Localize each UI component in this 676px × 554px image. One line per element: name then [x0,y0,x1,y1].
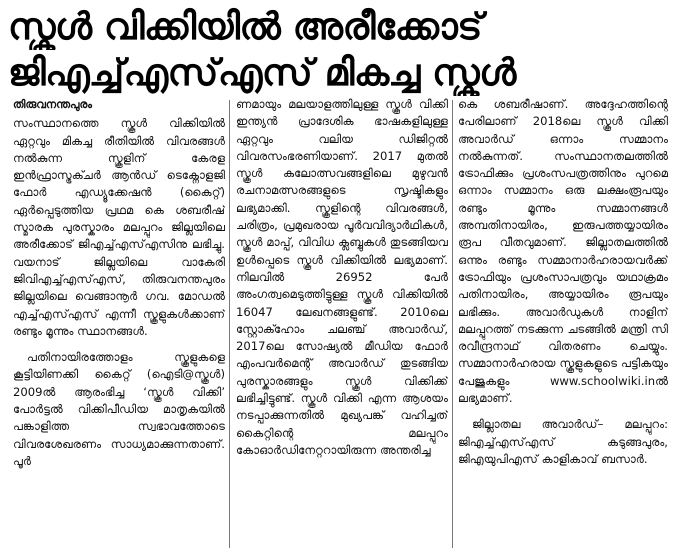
column-divider-1 [229,100,230,548]
column-3-paragraph-2: ജില്ലാതല അവാർഡ്– മലപ്പുറം: ജിഎച്ച്എസ്എസ് കടുങ്ങപുരം, ജിഎയുപിഎസ് കാളികാവ് ബസാർ. [458,417,668,466]
column-3-paragraph-1: കെ ശബരീഷാണ്. അദ്ദേഹത്തിന്റെ പേരിലാണ് 2018ലെ സ്കൂൾ വിക്കി അവാർഡ് ഒന്നാം സമ്മാനം നൽകുന്നത്. സംസ്ഥാനതലത്തിൽ ട്രോഫിക്കും പ്രശംസപത്രത്തിനും പുറമെ ഒന്നാം സമ്മാനം ഒരു ലക്ഷംരൂപയും രണ്ടും മൂന്നും സമ്മാനങ്ങൾ അമ്പതിനായിരം, ഇരുപത്തയ്യായിരം രൂപ വീതവുമാണ്. ജില്ലാതലത്തിൽ ഒന്നും രണ്ടും സമ്മാനാർഹരായവർക്ക് ട്രോഫിയും പ്രശംസാപത്രവും യഥാക്രമം പതിനായിരം, അയ്യായിരം രൂപയും ലഭിക്കും. അവാർഡുകൾ നാളിന് മലപ്പുറത്ത് നടക്കുന്ന ചടങ്ങിൽ മന്ത്രി സി രവീന്ദ്രനാഥ് വിതരണം ചെയ്യും. സമ്മാനാർഹരായ സ്കൂളുകളുടെ പട്ടികയും പേജുകളും www.schoolwiki.inൽ ലഭ്യമാണ്. [458,97,668,406]
column-divider-2 [452,100,453,548]
column-2-paragraph-1: ണമായും മലയാളത്തിലുള്ള സ്കൂൾ വിക്കി ഇന്ത്യൻ പ്രാദേശിക ഭാഷകളിലുള്ള ഏറ്റവും വലിയ ഡിജിറ്റൽ വിവരസംഭരണിയാണ്. 2017 മുതൽ സ്കൂൾ കലോത്സവങ്ങളിലെ മുഴുവൻ രചനാമത്സരങ്ങളുടെ സൃഷ്ടികളും ലഭ്യമാക്കി. സ്കൂളിന്റെ വിവരങ്ങൾ, ചരിത്രം, പ്രമുഖരായ പൂർവവിദ്യാർഥികൾ, സ്കൂൾ മാപ്പ്, വിവിധ ക്ലബ്ബുകൾ തുടങ്ങിയവ ഉൾപ്പെടെ സ്കൂൾ വിക്കിയിൽ ലഭ്യമാണ്. നിലവിൽ 26952 പേർ അംഗത്വമെടുത്തിട്ടുള്ള സ്കൂൾ വിക്കിയിൽ 16047 ലേഖനങ്ങളുണ്ട്. 2010ലെ സ്റ്റോക്ഹോം ചലഞ്ച് അവാർഡ്, 2017ലെ സോഷ്യൽ മീഡിയ ഫോർ എംപവർമെന്റ് അവാർഡ് തുടങ്ങിയ പുരസ്കാരങ്ങളും സ്കൂൾ വിക്കിക്ക് ലഭിച്ചിട്ടുണ്ട്. സ്കൂൾ വിക്കി എന്ന ആശയം നടപ്പാക്കുന്നതിൽ മുഖ്യപങ്ക് വഹിച്ചത് കൈറ്റിന്റെ മലപ്പുറം കോഓർഡിനേറ്ററായിരുന്ന അന്തരിച്ച [236,97,448,457]
column-1-paragraph-2: പതിനായിരത്തോളം സ്കൂളുകളെ കൂട്ടിയിണക്കി കൈറ്റ് (ഐടി@സ്കൂൾ) 2009ൽ ആരംഭിച്ച ‘സ്കൂൾ വിക്കി’ പോർട്ടൽ വിക്കിപീഡിയ മാതൃകയിൽ പങ്കാളിത്ത സ്വഭാവത്തോടെ വിവരശേഖരണം സാധ്യമാക്കുന്നതാണ്. പൂർ [13,350,225,468]
article-column-2 [236,96,448,550]
dateline: തിരുവനന്തപുരം [13,98,92,111]
headline-line-1: സ്കൂൾ വിക്കിയിൽ അരീക്കോട് [8,5,482,48]
article-column-3 [458,96,668,550]
article-column-1 [13,96,225,550]
column-1-paragraph-1: സംസ്ഥാനത്തെ സ്കൂൾ വിക്കിയിൽ ഏറ്റവും മികച്ച രീതിയിൽ വിവരങ്ങൾ നൽകുന്ന സ്കൂളിന് കേരള ഇൻഫ്രാസ്ട്രക്ചർ ആൻഡ് ടെക്നോളജി ഫോർ എഡ്യൂക്കേഷൻ (കൈറ്റ്) ഏർപ്പെടുത്തിയ പ്രഥമ കെ ശബരീഷ് സ്മാരക പുരസ്കാരം മലപ്പുറം ജില്ലയിലെ അരീക്കോട് ജിഎച്ച്എസ്എസിനു ലഭിച്ചു. വയനാട് ജില്ലയിലെ വാകേരി ജിവിഎച്ച്എസ്എസ്, തിരുവനന്തപുരം ജില്ലയിലെ വെങ്ങാനൂർ ഗവ. മോഡൽ എച്ച്എസ്എസ് എന്നീ സ്കൂളുകൾക്കാണ് രണ്ടും മൂന്നും സ്ഥാനങ്ങൾ. [13,116,225,338]
headline [8,4,668,96]
headline-line-2: ജിഎച്ച്എസ്എസ് മികച്ച സ്കൂൾ [8,51,516,94]
